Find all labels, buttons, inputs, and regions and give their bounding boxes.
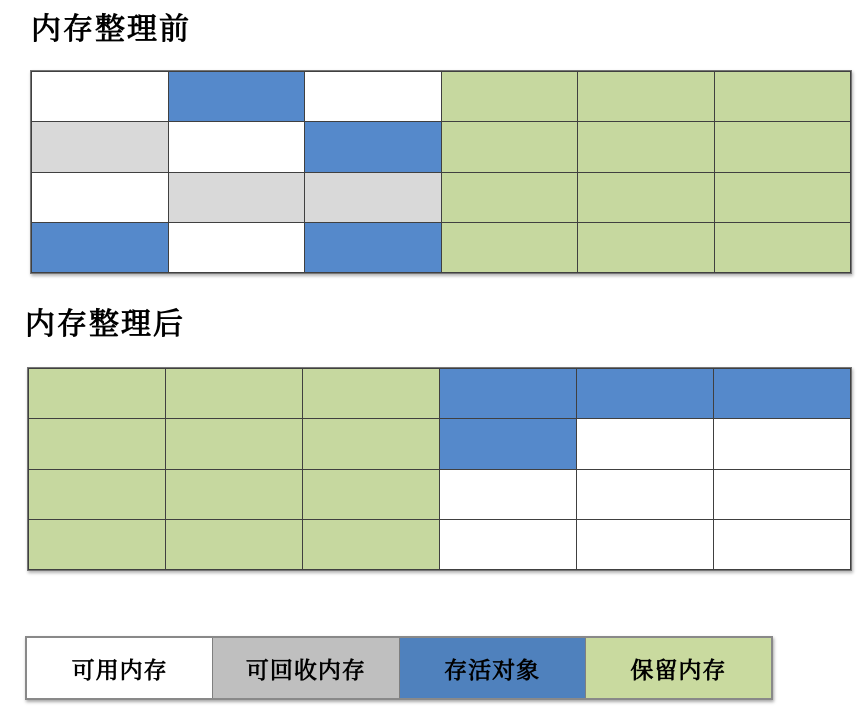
- memory-cell-live: [32, 223, 168, 272]
- memory-cell-reserved: [166, 520, 302, 569]
- memory-cell-reserved: [442, 72, 578, 121]
- memory-cell-reserved: [715, 72, 851, 121]
- title-before-compaction: 内存整理前: [31, 13, 191, 46]
- memory-cell-free: [305, 72, 441, 121]
- memory-cell-free: [714, 520, 850, 569]
- memory-cell-reserved: [715, 122, 851, 171]
- memory-cell-live: [440, 369, 576, 418]
- memory-cell-live: [305, 122, 441, 171]
- memory-cell-reserved: [29, 470, 165, 519]
- memory-grid-before: [30, 70, 852, 274]
- legend-label: 保留内存: [630, 657, 727, 683]
- memory-cell-reserved: [578, 72, 714, 121]
- legend-label: 可用内存: [71, 657, 168, 683]
- memory-cell-reserved: [442, 223, 578, 272]
- memory-cell-reclaimable: [169, 173, 305, 222]
- memory-cell-free: [169, 223, 305, 272]
- memory-cell-free: [169, 122, 305, 171]
- title-after-compaction: 内存整理后: [25, 308, 185, 341]
- legend-item-reclaimable: [213, 638, 398, 698]
- memory-cell-free: [32, 72, 168, 121]
- memory-cell-reserved: [578, 122, 714, 171]
- legend-item-reserved: [586, 638, 771, 698]
- memory-cell-reserved: [578, 223, 714, 272]
- memory-cell-free: [577, 419, 713, 468]
- memory-cell-reserved: [166, 470, 302, 519]
- memory-cell-reserved: [715, 223, 851, 272]
- memory-cell-reserved: [303, 470, 439, 519]
- memory-cell-free: [577, 520, 713, 569]
- memory-cell-live: [714, 369, 850, 418]
- memory-cell-reserved: [303, 520, 439, 569]
- memory-cell-free: [440, 520, 576, 569]
- memory-cell-reserved: [29, 520, 165, 569]
- memory-cell-reserved: [29, 419, 165, 468]
- memory-cell-free: [440, 470, 576, 519]
- memory-cell-reserved: [715, 173, 851, 222]
- memory-cell-live: [305, 223, 441, 272]
- memory-cell-reserved: [578, 173, 714, 222]
- memory-cell-free: [714, 419, 850, 468]
- legend-item-free: [27, 638, 212, 698]
- memory-cell-free: [714, 470, 850, 519]
- memory-cell-reserved: [303, 419, 439, 468]
- memory-cell-reclaimable: [305, 173, 441, 222]
- legend-label: 存活对象: [444, 657, 541, 683]
- legend-label: 可回收内存: [245, 657, 366, 683]
- memory-cell-free: [577, 470, 713, 519]
- memory-cell-live: [577, 369, 713, 418]
- memory-legend: [25, 636, 773, 700]
- memory-cell-reserved: [29, 369, 165, 418]
- memory-cell-reserved: [166, 419, 302, 468]
- memory-grid-after: [27, 367, 852, 571]
- memory-cell-free: [32, 173, 168, 222]
- memory-cell-reserved: [303, 369, 439, 418]
- legend-item-live: [400, 638, 585, 698]
- memory-cell-live: [169, 72, 305, 121]
- memory-cell-reserved: [442, 173, 578, 222]
- memory-cell-reclaimable: [32, 122, 168, 171]
- memory-cell-reserved: [166, 369, 302, 418]
- memory-cell-reserved: [442, 122, 578, 171]
- memory-cell-live: [440, 419, 576, 468]
